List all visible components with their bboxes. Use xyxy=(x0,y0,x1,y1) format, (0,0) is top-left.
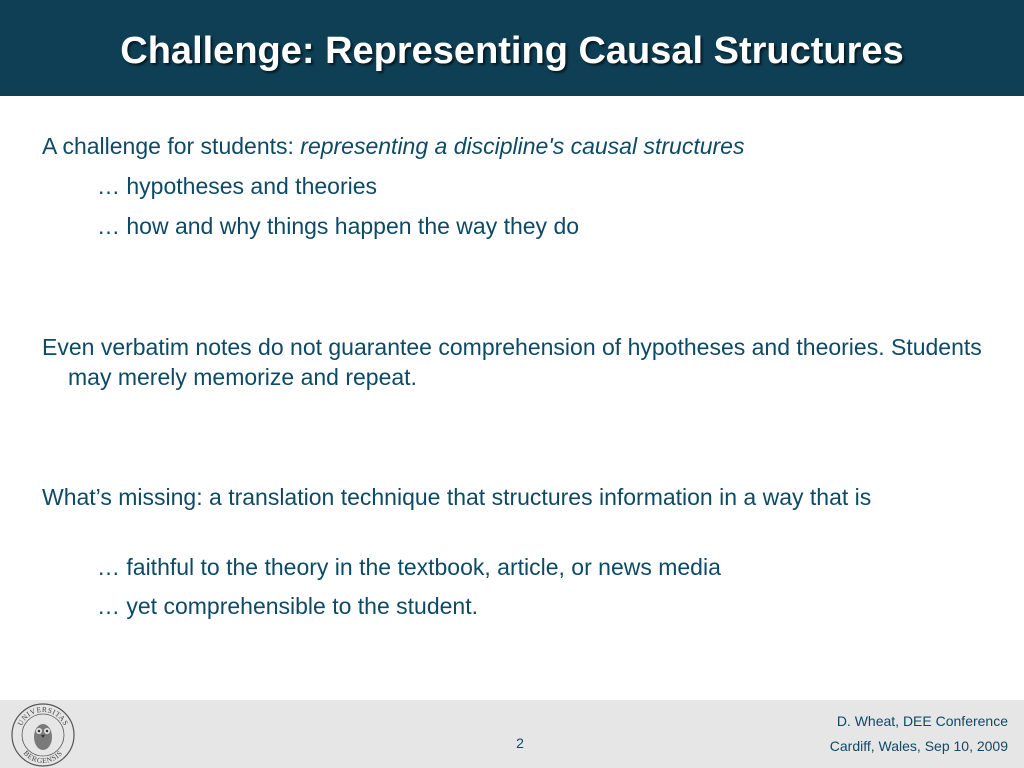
footer-credit-line-1: D. Wheat, DEE Conference xyxy=(836,713,1008,729)
intro-lead: A challenge for students: xyxy=(42,133,301,159)
intro-paragraph xyxy=(42,131,992,161)
seal-top-text: UNIVERSITAS xyxy=(15,704,71,728)
university-seal-icon xyxy=(10,702,76,768)
page-number: 2 xyxy=(516,735,524,751)
verbatim-paragraph: Even verbatim notes do not guarantee comprehension of hypotheses and theories. Students may merely memorize and repeat. xyxy=(42,334,982,390)
footer-bar xyxy=(0,700,1024,768)
footer-credit-line-2: Cardiff, Wales, Sep 10, 2009 xyxy=(829,738,1008,754)
missing-paragraph: What’s missing: a translation technique that structures information in a way that is xyxy=(42,484,872,510)
slide-title: Challenge: Representing Causal Structures xyxy=(120,30,904,72)
seal-bottom-text: BERGENSIS xyxy=(21,748,65,766)
svg-text:UNIVERSITAS xyxy=(15,705,70,727)
missing-bullet-1: … faithful to the theory in the textbook, article, or news media xyxy=(97,554,721,580)
intro-bullet-2: … how and why things happen the way they do xyxy=(97,213,580,239)
intro-emphasis: representing a discipline's causal structures xyxy=(300,133,745,159)
missing-bullet-2: … yet comprehensible to the student. xyxy=(97,593,478,619)
intro-bullet-1: … hypotheses and theories xyxy=(97,173,378,199)
